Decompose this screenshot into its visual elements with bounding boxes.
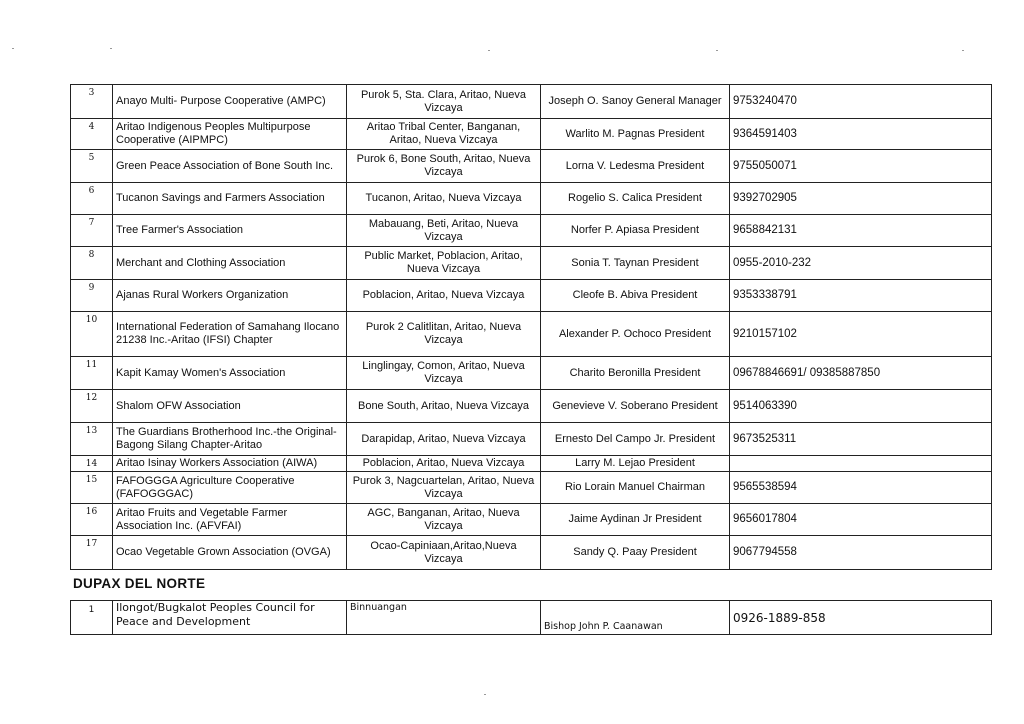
organization-head: Jaime Aydinan Jr President bbox=[541, 504, 730, 536]
organization-name: Ocao Vegetable Grown Association (OVGA) bbox=[113, 536, 347, 570]
organization-address: Public Market, Poblacion, Aritao, Nueva Vizcaya bbox=[347, 247, 541, 280]
contact-number: 9673525311 bbox=[730, 423, 992, 456]
organization-head: Joseph O. Sanoy General Manager bbox=[541, 85, 730, 119]
row-number: 4 bbox=[71, 119, 113, 150]
organization-address: Linglingay, Comon, Aritao, Nueva Vizcaya bbox=[347, 357, 541, 390]
organization-name: Aritao Indigenous Peoples Multipurpose Cooperative (AIPMPC) bbox=[113, 119, 347, 150]
organization-name: Green Peace Association of Bone South Inc. bbox=[113, 150, 347, 183]
row-number: 10 bbox=[71, 312, 113, 357]
organization-address: Purok 3, Nagcuartelan, Aritao, Nueva Vizcaya bbox=[347, 472, 541, 504]
table-row bbox=[71, 215, 992, 247]
organization-address: Bone South, Aritao, Nueva Vizcaya bbox=[347, 390, 541, 423]
organization-head: Bishop John P. Caanawan bbox=[541, 601, 730, 635]
row-number: 17 bbox=[71, 536, 113, 570]
table-row bbox=[71, 357, 992, 390]
table-row bbox=[71, 536, 992, 570]
organization-head: Alexander P. Ochoco President bbox=[541, 312, 730, 357]
organization-name: Merchant and Clothing Association bbox=[113, 247, 347, 280]
organization-head: Warlito M. Pagnas President bbox=[541, 119, 730, 150]
organization-name: Ilongot/Bugkalot Peoples Council for Peace and Development bbox=[113, 601, 347, 635]
contact-number: 9755050071 bbox=[730, 150, 992, 183]
organization-name: Ajanas Rural Workers Organization bbox=[113, 280, 347, 312]
contact-number: 9514063390 bbox=[730, 390, 992, 423]
organization-head: Lorna V. Ledesma President bbox=[541, 150, 730, 183]
table-row bbox=[71, 390, 992, 423]
scan-speck bbox=[488, 50, 490, 51]
organization-address: Poblacion, Aritao, Nueva Vizcaya bbox=[347, 456, 541, 472]
contact-number: 0926-1889-858 bbox=[730, 601, 992, 635]
dupax-table bbox=[70, 600, 992, 635]
row-number: 15 bbox=[71, 472, 113, 504]
organization-name: Tree Farmer's Association bbox=[113, 215, 347, 247]
organization-name: International Federation of Samahang Ilocano 21238 Inc.-Aritao (IFSI) Chapter bbox=[113, 312, 347, 357]
contact-number: 9210157102 bbox=[730, 312, 992, 357]
organization-address: Binnuangan bbox=[347, 601, 541, 635]
table-row bbox=[71, 247, 992, 280]
organization-name: Tucanon Savings and Farmers Association bbox=[113, 183, 347, 215]
organization-name: The Guardians Brotherhood Inc.-the Original-Bagong Silang Chapter-Aritao bbox=[113, 423, 347, 456]
table-row bbox=[71, 150, 992, 183]
row-number: 12 bbox=[71, 390, 113, 423]
row-number: 5 bbox=[71, 150, 113, 183]
table-row bbox=[71, 312, 992, 357]
organizations-table-body bbox=[71, 85, 992, 570]
organization-head: Sandy Q. Paay President bbox=[541, 536, 730, 570]
row-number: 11 bbox=[71, 357, 113, 390]
table-row bbox=[71, 472, 992, 504]
organization-name: Aritao Fruits and Vegetable Farmer Association Inc. (AFVFAI) bbox=[113, 504, 347, 536]
contact-number: 09678846691/ 09385887850 bbox=[730, 357, 992, 390]
organization-head: Sonia T. Taynan President bbox=[541, 247, 730, 280]
organization-address: Ocao-Capiniaan,Aritao,Nueva Vizcaya bbox=[347, 536, 541, 570]
row-number: 14 bbox=[71, 456, 113, 472]
row-number: 1 bbox=[71, 601, 113, 635]
organization-head: Rio Lorain Manuel Chairman bbox=[541, 472, 730, 504]
row-number: 8 bbox=[71, 247, 113, 280]
organization-head: Larry M. Lejao President bbox=[541, 456, 730, 472]
row-number: 3 bbox=[71, 85, 113, 119]
scan-speck bbox=[110, 48, 112, 49]
organizations-table bbox=[70, 84, 992, 570]
organization-name: Kapit Kamay Women's Association bbox=[113, 357, 347, 390]
organization-head: Ernesto Del Campo Jr. President bbox=[541, 423, 730, 456]
organization-address: Purok 2 Calitlitan, Aritao, Nueva Vizcaya bbox=[347, 312, 541, 357]
organization-address: Poblacion, Aritao, Nueva Vizcaya bbox=[347, 280, 541, 312]
organization-name: Aritao Isinay Workers Association (AIWA) bbox=[113, 456, 347, 472]
row-number: 7 bbox=[71, 215, 113, 247]
table-row bbox=[71, 456, 992, 472]
scan-speck bbox=[484, 694, 486, 695]
table-row bbox=[71, 280, 992, 312]
row-number: 9 bbox=[71, 280, 113, 312]
contact-number: 9353338791 bbox=[730, 280, 992, 312]
organization-address: Aritao Tribal Center, Banganan, Aritao, Nueva Vizcaya bbox=[347, 119, 541, 150]
dupax-table-body bbox=[71, 601, 992, 635]
table-row bbox=[71, 85, 992, 119]
organization-name: Shalom OFW Association bbox=[113, 390, 347, 423]
organization-head: Rogelio S. Calica President bbox=[541, 183, 730, 215]
contact-number: 9067794558 bbox=[730, 536, 992, 570]
row-number: 16 bbox=[71, 504, 113, 536]
organization-address: Purok 5, Sta. Clara, Aritao, Nueva Vizcaya bbox=[347, 85, 541, 119]
contact-number: 9658842131 bbox=[730, 215, 992, 247]
table-row bbox=[71, 504, 992, 536]
table-row bbox=[71, 183, 992, 215]
contact-number: 9364591403 bbox=[730, 119, 992, 150]
scan-speck bbox=[716, 50, 718, 51]
organization-head: Charito Beronilla President bbox=[541, 357, 730, 390]
organization-address: Tucanon, Aritao, Nueva Vizcaya bbox=[347, 183, 541, 215]
row-number: 13 bbox=[71, 423, 113, 456]
table-row bbox=[71, 119, 992, 150]
contact-number: 9565538594 bbox=[730, 472, 992, 504]
section-title: DUPAX DEL NORTE bbox=[73, 576, 206, 591]
table-row bbox=[71, 423, 992, 456]
organization-address: Darapidap, Aritao, Nueva Vizcaya bbox=[347, 423, 541, 456]
table-row bbox=[71, 601, 992, 635]
contact-number: 9753240470 bbox=[730, 85, 992, 119]
organization-head: Norfer P. Apiasa President bbox=[541, 215, 730, 247]
organization-address: Purok 6, Bone South, Aritao, Nueva Vizcaya bbox=[347, 150, 541, 183]
contact-number: 9656017804 bbox=[730, 504, 992, 536]
scan-speck bbox=[962, 50, 964, 51]
organization-name: FAFOGGGA Agriculture Cooperative (FAFOGGGAC) bbox=[113, 472, 347, 504]
organization-head: Genevieve V. Soberano President bbox=[541, 390, 730, 423]
row-number: 6 bbox=[71, 183, 113, 215]
organization-head: Cleofe B. Abiva President bbox=[541, 280, 730, 312]
organization-address: AGC, Banganan, Aritao, Nueva Vizcaya bbox=[347, 504, 541, 536]
contact-number: 0955-2010-232 bbox=[730, 247, 992, 280]
contact-number bbox=[730, 456, 992, 472]
contact-number: 9392702905 bbox=[730, 183, 992, 215]
organization-name: Anayo Multi- Purpose Cooperative (AMPC) bbox=[113, 85, 347, 119]
organization-address: Mabauang, Beti, Aritao, Nueva Vizcaya bbox=[347, 215, 541, 247]
scan-speck bbox=[12, 48, 14, 49]
